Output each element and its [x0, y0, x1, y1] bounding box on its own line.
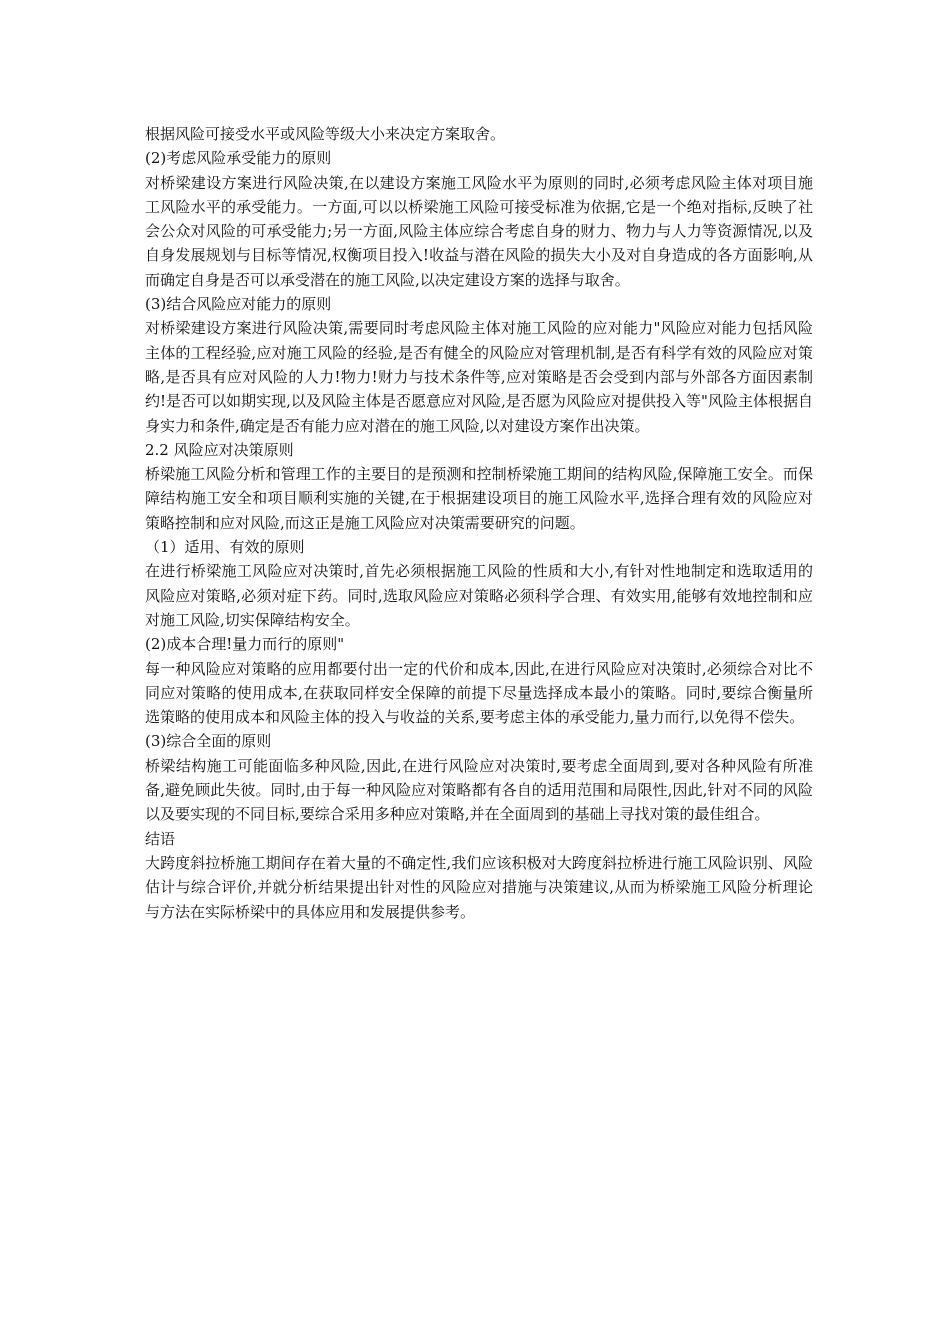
heading-applicable-effective: （1）适用、有效的原则: [145, 538, 305, 557]
heading-comprehensive: (3)综合全面的原则: [145, 732, 272, 751]
document-body: [145, 122, 813, 924]
paragraph-intro-line: 根据风险可接受水平或风险等级大小来决定方案取舍。: [145, 125, 506, 143]
heading-reasonable-cost: (2)成本合理!量力而行的原则": [145, 635, 345, 654]
heading-risk-tolerance: (2)考虑风险承受能力的原则: [145, 149, 332, 168]
paragraph-applicable-effective: 在进行桥梁施工风险应对决策时,首先必须根据施工风险的性质和大小,有针对性地制定和选取适用的风险应对策略,必须对症下药。同时,选取风险应对策略必须科学合理、有效实用,能够有效地控制和应对施工风险,切实保障结构安全。: [145, 562, 813, 629]
paragraph-risk-tolerance: 对桥梁建设方案进行风险决策,在以建设方案施工风险水平为原则的同时,必须考虑风险主体对项目施工风险水平的承受能力。一方面,可以以桥梁施工风险可接受标准为依据,它是一个绝对指标,反映了社会公众对风险的可承受能力;另一方面,风险主体应综合考虑自身的财力、物力与人力等资源情况,以及自身发展规划与目标等情况,权衡项目投入!收益与潜在风险的损失大小及对自身造成的各方面影响,从而确定自身是否可以承受潜在的施工风险,以决定建设方案的选择与取舍。: [145, 173, 813, 289]
paragraph-reasonable-cost: 每一种风险应对策略的应用都要付出一定的代价和成本,因此,在进行风险应对决策时,必须综合对比不同应对策略的使用成本,在获取同样安全保障的前提下尽量选择成本最小的策略。同时,要综合衡量所选策略的使用成本和风险主体的投入与收益的关系,要考虑主体的承受能力,量力而行,以免得不偿失。: [145, 659, 813, 727]
paragraph-comprehensive: 桥梁结构施工可能面临多种风险,因此,在进行风险应对决策时,要考虑全面周到,要对各种风险有所准备,避免顾此失彼。同时,由于每一种风险应对策略都有各自的适用范围和局限性,因此,针对不同的风险以及要实现的不同目标,要综合采用多种应对策略,并在全面周到的基础上寻找对策的最佳组合。: [145, 756, 813, 824]
paragraph-conclusion: 大跨度斜拉桥施工期间存在着大量的不确定性,我们应该积极对大跨度斜拉桥进行施工风险识别、风险估计与综合评价,并就分析结果提出针对性的风险应对措施与决策建议,从而为桥梁施工风险分析理论与方法在实际桥梁中的具体应用和发展提供参考。: [145, 853, 813, 921]
heading-conclusion: 结语: [145, 829, 176, 848]
heading-risk-response-capability: (3)结合风险应对能力的原则: [145, 295, 332, 314]
paragraph-section-2-2: 桥梁施工风险分析和管理工作的主要目的是预测和控制桥梁施工期间的结构风险,保障施工安全。而保障结构施工安全和项目顺利实施的关键,在于根据建设项目的施工风险水平,选择合理有效的风险应对策略控制和应对风险,而这正是施工风险应对决策需要研究的问题。: [145, 465, 813, 532]
paragraph-risk-response-capability: 对桥梁建设方案进行风险决策,需要同时考虑风险主体对施工风险的应对能力"风险应对能力包括风险主体的工程经验,应对施工风险的经验,是否有健全的风险应对管理机制,是否有科学有效的风险应对策略,是否具有应对风险的人力!物力!财力与技术条件等,应对策略是否会受到内部与外部各方面因素制约!是否可以如期实现,以及风险主体是否愿意应对风险,是否愿为风险应对提供投入等"风险主体根据自身实力和条件,确定是否有能力应对潜在的施工风险,以对建设方案作出决策。: [145, 319, 813, 435]
heading-section-2-2: 2.2 风险应对决策原则: [145, 440, 294, 459]
